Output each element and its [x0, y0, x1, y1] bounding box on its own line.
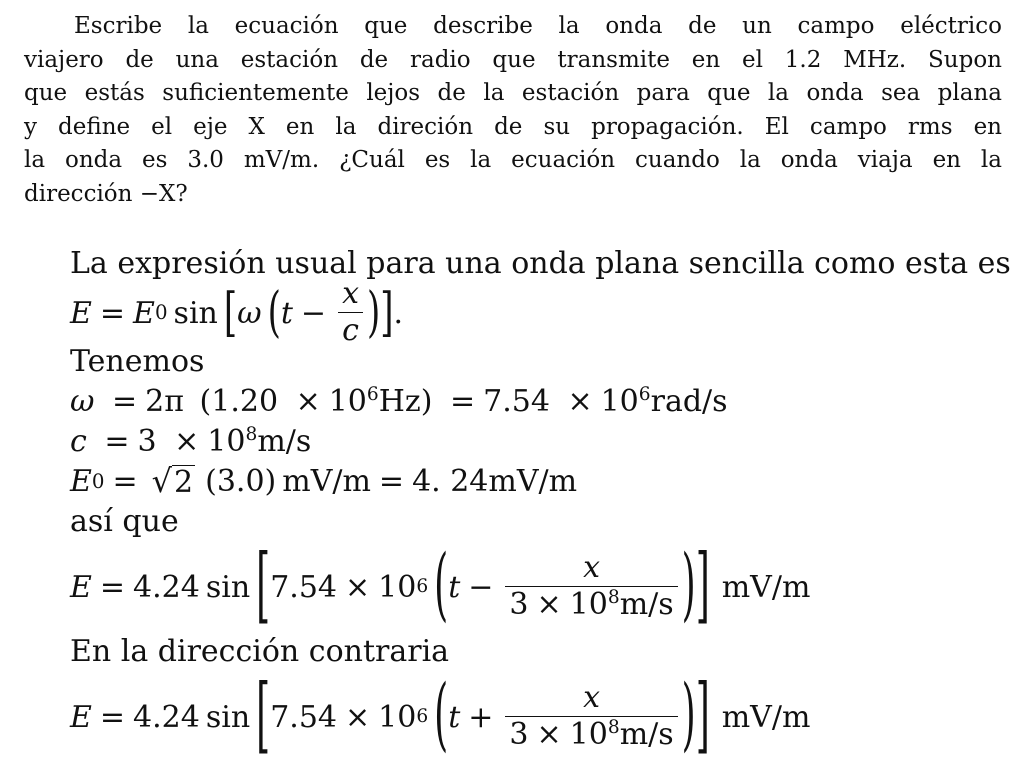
left-bracket: [: [256, 668, 271, 763]
right-bracket: ]: [695, 668, 710, 763]
left-paren: (: [434, 670, 449, 761]
problem-line-4: y define el eje X en la direción de su propagación. El campo rms en: [24, 113, 1002, 140]
problem-line-2: viajero de una estación de radio que transmite en el 1.2 MHz. Supon: [24, 46, 1002, 73]
general-wave-equation: E = E 0 sin [ ω ( t − $\frac{x}{c}$ ) ] .: [70, 276, 404, 348]
forward-wave-equation: E = 4.24 sin [ 7.54 × 10 6 ( t − $\frac{x}{3 \times 10^8m/s}$ ) ] mV/m: [70, 538, 811, 633]
problem-line-5: la onda es 3.0 mV/m. ¿Cuál es la ecuación cuando la onda viaja en la: [24, 147, 1002, 173]
asi-que-label: así que: [70, 504, 179, 539]
tenemos-label: Tenemos: [70, 344, 205, 379]
e0-equation: E 0 = √ 2 (3.0) mV/m = 4. 24mV/m: [70, 462, 578, 500]
square-root: √ 2: [151, 462, 194, 500]
problem-line-6: dirección −X?: [24, 180, 188, 207]
right-bracket: ]: [380, 282, 394, 344]
right-paren: ): [681, 670, 696, 761]
reverse-wave-equation: E = 4.24 sin [ 7.54 × 10 6 ( t + $\frac{x}{3 \times 10^8m/s}$ ) ] mV/m: [70, 668, 811, 763]
right-paren: ): [366, 281, 381, 345]
problem-line-3: que estás suficientemente lejos de la estación para que la onda sea plana: [24, 80, 1002, 106]
x-over-c-fraction: $\frac{x}{3 \times 10^8m/s}$: [505, 681, 677, 753]
left-bracket: [: [223, 282, 238, 344]
problem-statement: [24, 10, 1002, 211]
radical-sign-icon: √: [151, 462, 173, 500]
solution-block: [70, 244, 1010, 762]
left-bracket: [: [256, 538, 271, 633]
solution-intro: La expresión usual para una onda plana sencilla como esta es: [70, 246, 1011, 281]
x-over-c-fraction: $\frac{x}{3 \times 10^8m/s}$: [505, 551, 677, 623]
contraria-label: En la dirección contraria: [70, 634, 450, 669]
left-paren: (: [434, 540, 449, 631]
problem-line-1: Escribe la ecuación que describe la onda de un campo eléctrico: [74, 13, 1002, 39]
right-paren: ): [681, 540, 696, 631]
omega-equation: ω = 2π $(1.20 \times 10^6Hz) = 7.54 \times 10^6rad/s$: [70, 383, 728, 419]
right-bracket: ]: [695, 538, 710, 633]
c-equation: $c = 3 \times 10^8m/s$: [70, 423, 312, 459]
x-over-c-fraction: $\frac{x}{c}$: [338, 277, 363, 349]
left-paren: (: [267, 281, 281, 345]
